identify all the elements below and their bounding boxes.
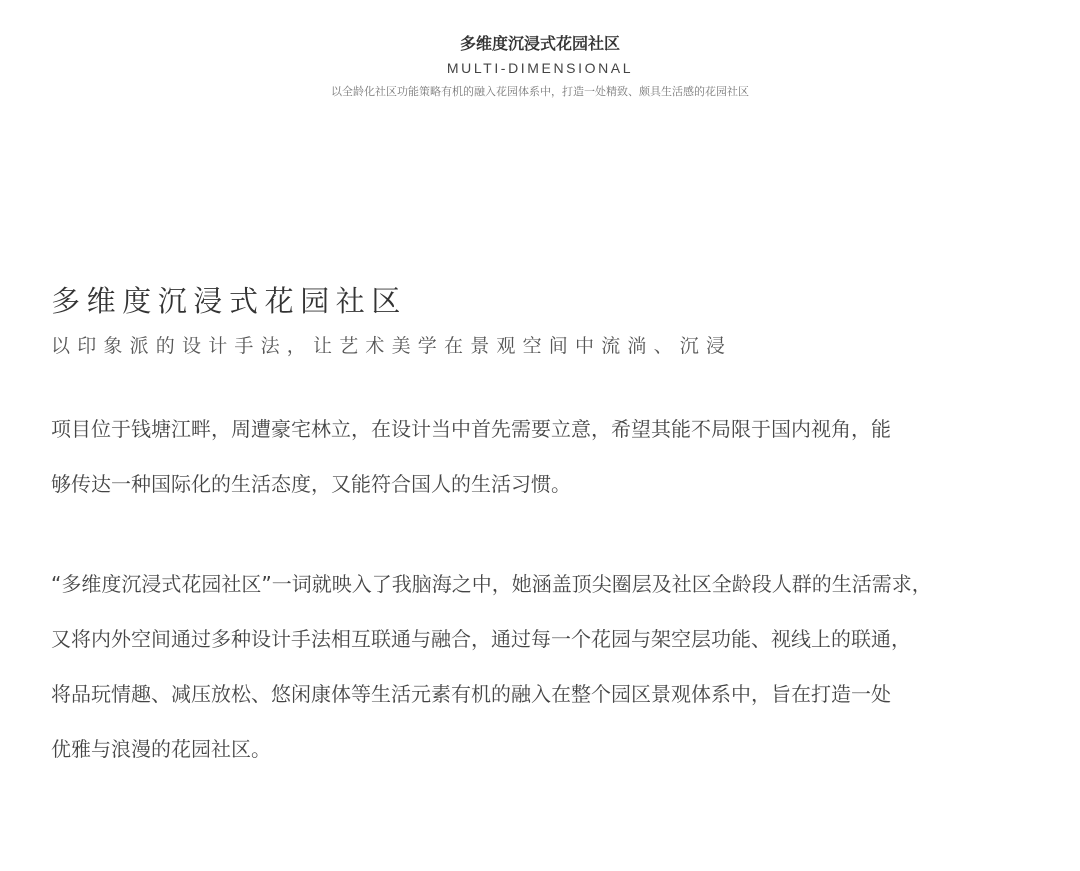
main-content	[51, 280, 1051, 777]
paragraph-line: 将品玩情趣、减压放松、悠闲康体等生活元素有机的融入在整个园区景观体系中，旨在打造一处	[51, 682, 891, 706]
paragraph-2	[51, 557, 1051, 777]
header-subtitle-en: MULTI-DIMENSIONAL	[446, 60, 634, 76]
section-subtitle: 以印象派的设计手法，让艺术美学在景观空间中流淌、沉浸	[51, 335, 733, 357]
paragraph-line: 够传达一种国际化的生活态度，又能符合国人的生活习惯。	[51, 472, 571, 496]
paragraph-line: 优雅与浪漫的花园社区。	[51, 737, 271, 761]
paragraph-1	[51, 402, 1051, 512]
header-title: 多维度沉浸式花园社区	[459, 34, 620, 53]
paragraph-line: 又将内外空间通过多种设计手法相互联通与融合，通过每一个花园与架空层功能、视线上的联通，	[51, 627, 911, 651]
section-title: 多维度沉浸式花园社区	[51, 284, 408, 318]
paragraph-line: “多维度沉浸式花园社区”一词就映入了我脑海之中，她涵盖顶尖圈层及社区全龄段人群的生活需求，	[51, 572, 932, 596]
header	[0, 32, 1080, 100]
paragraph-line: 项目位于钱塘江畔，周遭豪宅林立，在设计当中首先需要立意，希望其能不局限于国内视角，能	[51, 417, 891, 441]
header-description: 以全龄化社区功能策略有机的融入花园体系中，打造一处精致、颇具生活感的花园社区	[331, 85, 749, 98]
